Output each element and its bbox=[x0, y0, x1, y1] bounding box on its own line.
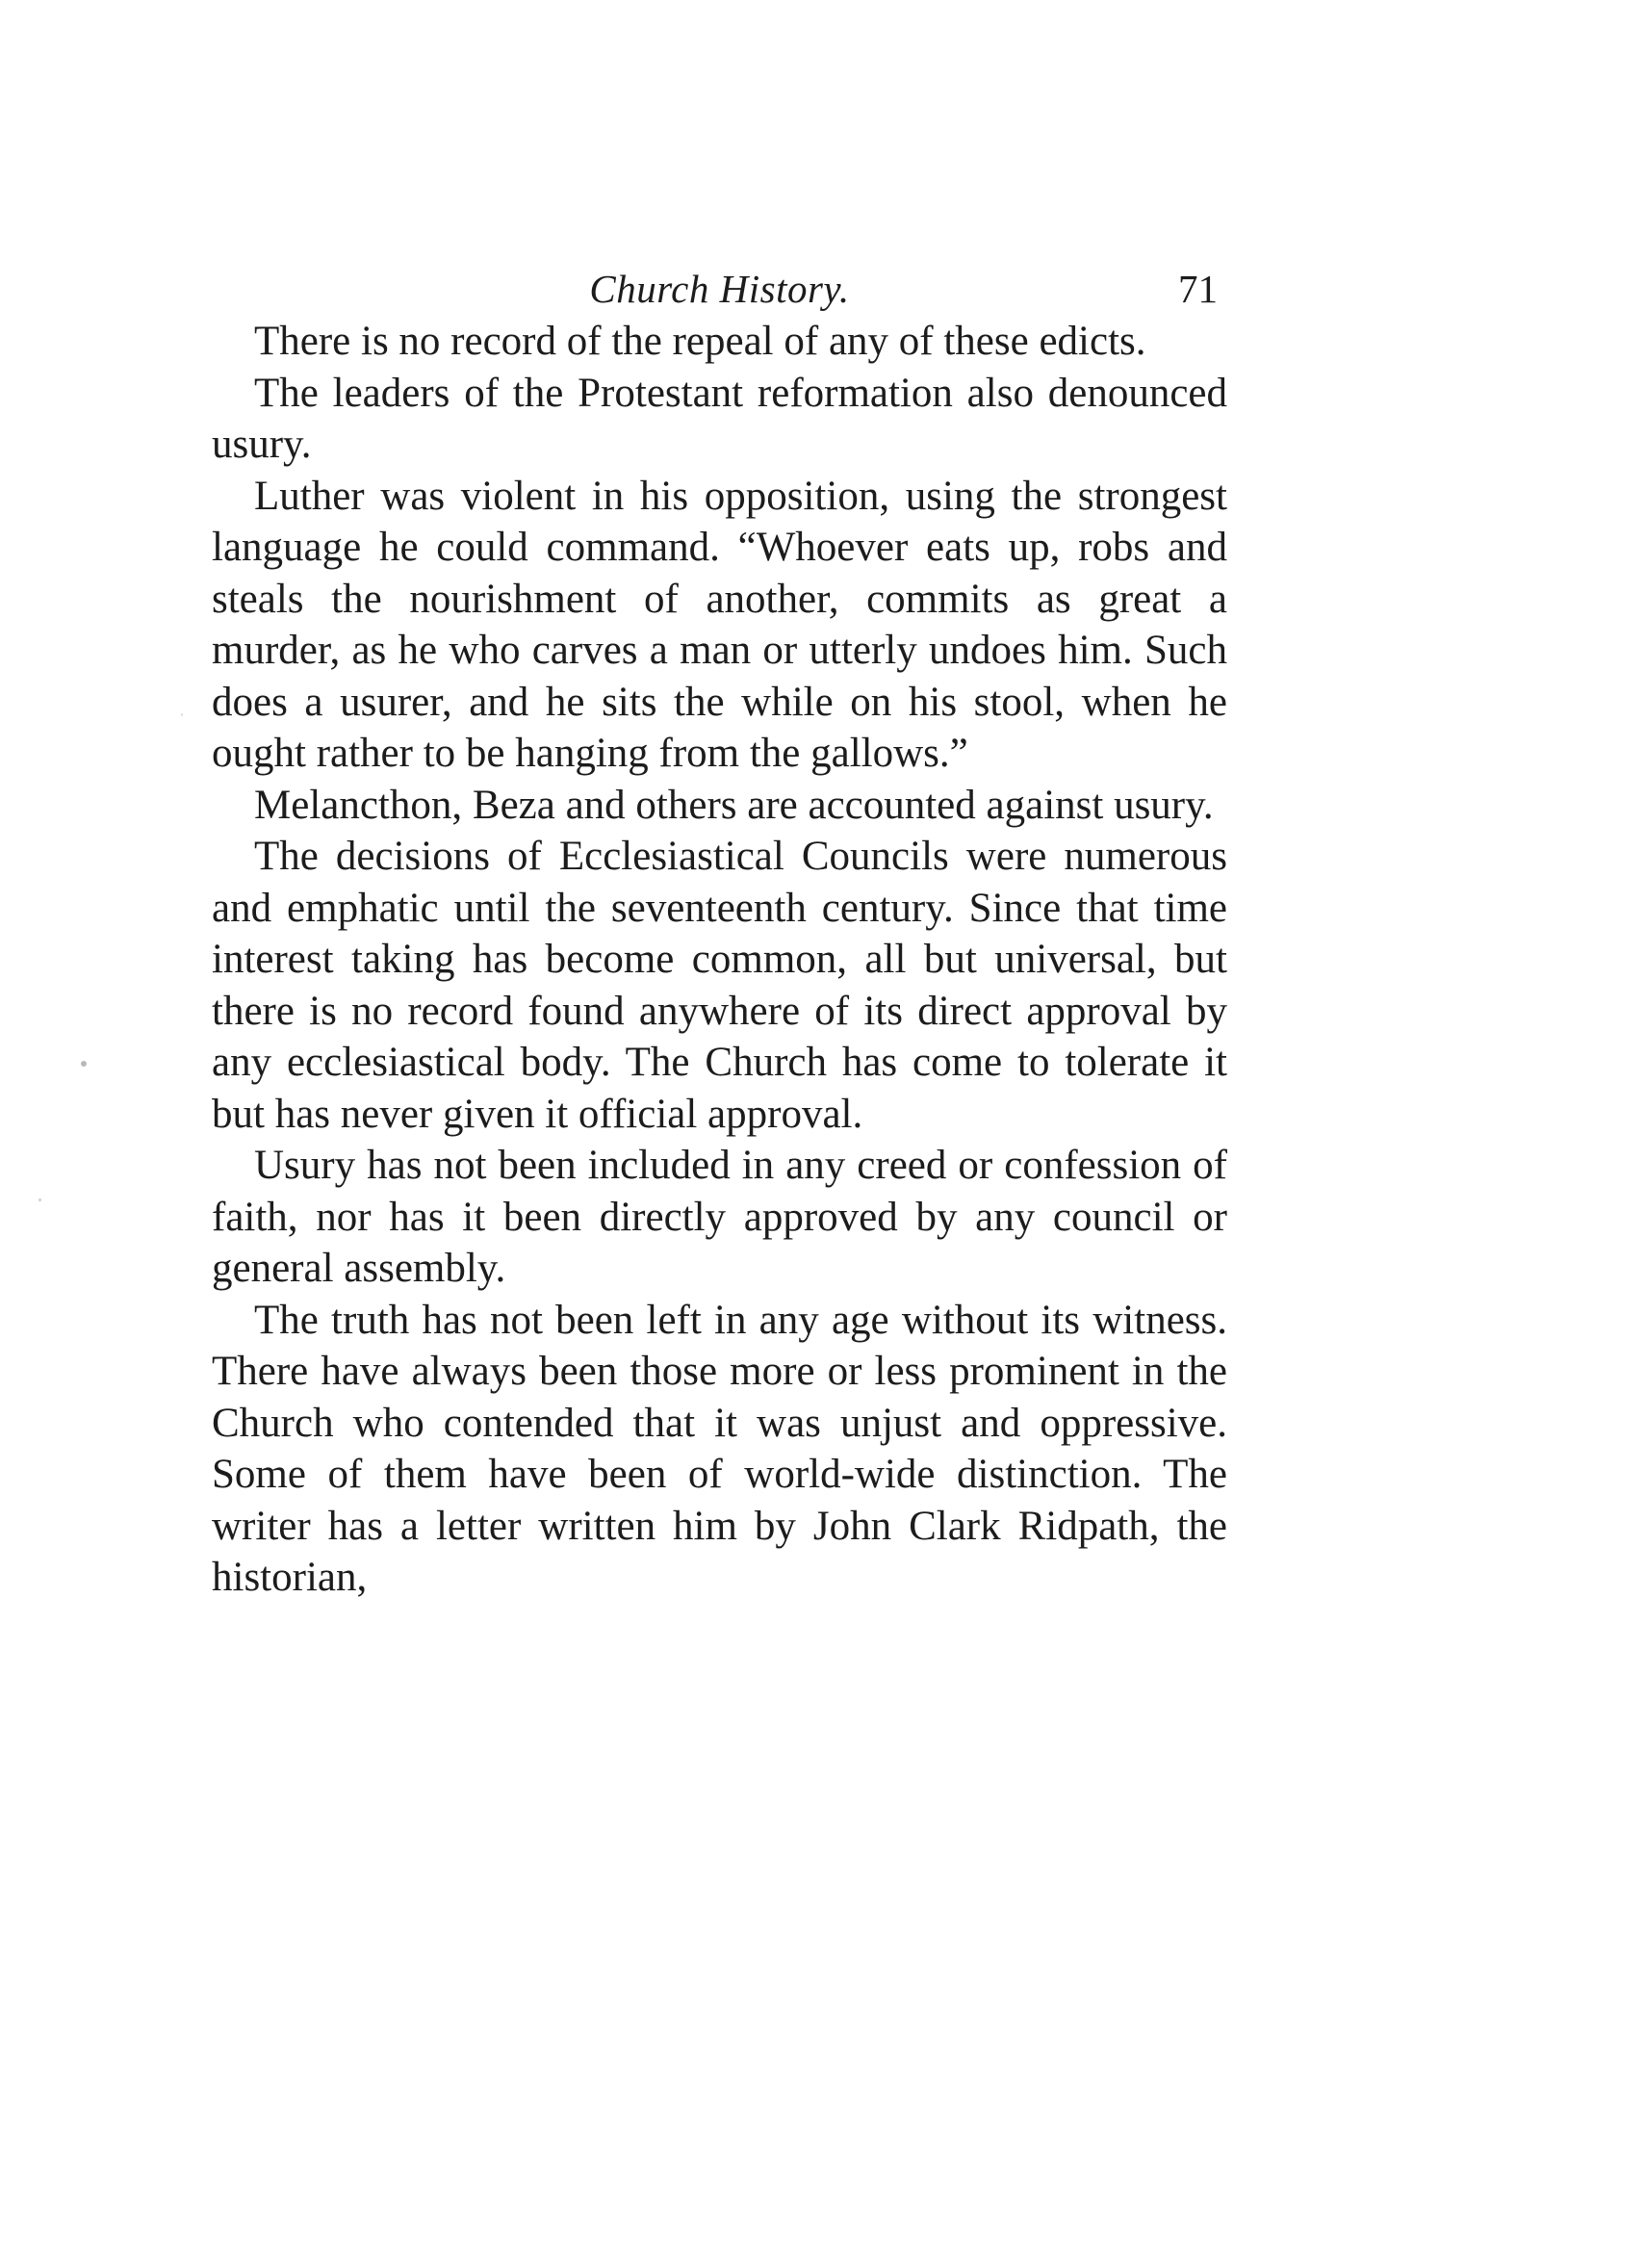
scan-speck bbox=[181, 713, 183, 716]
paragraph: Usury has not been included in any creed or confession of faith, nor has it been directly approved by any council or general assembly. bbox=[212, 1143, 1227, 1291]
running-title: Church History. bbox=[589, 267, 850, 311]
paragraph: Melancthon, Beza and others are accounted against usury. bbox=[254, 782, 1214, 828]
paragraph: There is no record of the repeal of any of these edicts. bbox=[254, 319, 1146, 364]
paragraph: Luther was violent in his opposition, using the strongest language he could command. “Whoever eats up, robs and steals the nourishment of another, commits as great a murder, as he who carves a man or utterly undoes him. Such does a usurer, and he sits the while on his stool, when he ought rather to be hanging from the gallows.” bbox=[212, 473, 1227, 776]
scan-speck bbox=[81, 1061, 87, 1067]
paragraph: The decisions of Ecclesiastical Councils were numerous and emphatic until the seventeenth century. Since that time interest taking has become common, all but universal, but there is no record found anywhere of its direct approval by any ecclesiastical body. The Church has come to tolerate it but has never given it official approval. bbox=[212, 834, 1227, 1137]
running-head bbox=[212, 266, 1227, 323]
scan-speck bbox=[39, 1198, 41, 1201]
body-text bbox=[212, 316, 1227, 1604]
paragraph: The leaders of the Protestant reformation also denounced usury. bbox=[212, 370, 1227, 467]
paragraph: The truth has not been left in any age without its witness. There have always been those more or less prominent in the Church who contended that it was unjust and oppressive. Some of them have been of world-wide distinction. The writer has a letter written him by John Clark Ridpath, the historian, bbox=[212, 1297, 1227, 1600]
page-number: 71 bbox=[1178, 267, 1218, 311]
